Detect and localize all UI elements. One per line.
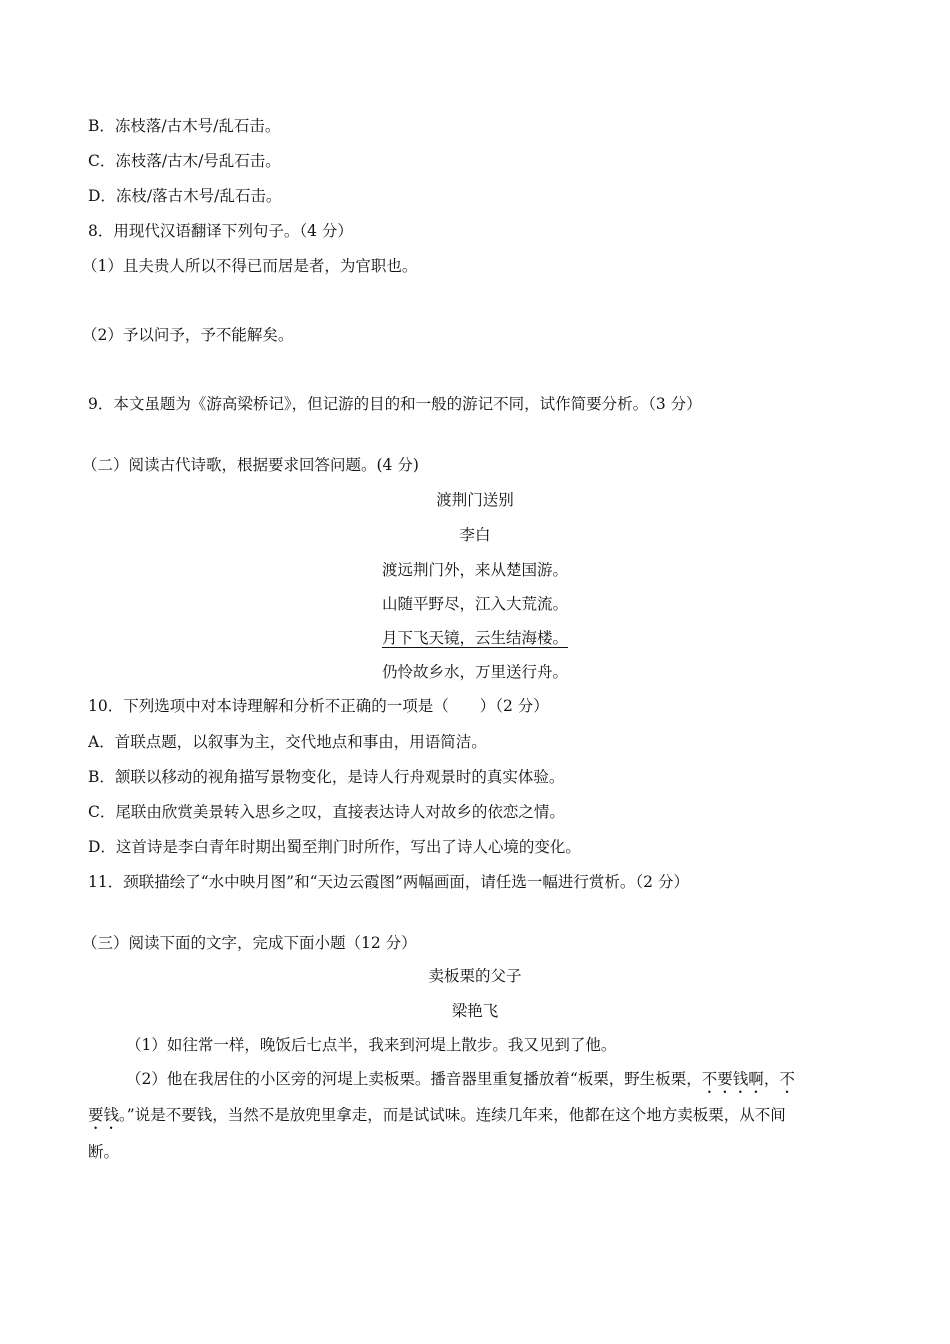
- passage-para-2-line-2: [88, 1105, 786, 1133]
- poem-line-3-underlined: 月下飞天镜，云生结海楼。: [381, 629, 568, 647]
- q10-option-a[interactable]: A．首联点题，以叙事为主，交代地点和事由，用语简洁。: [88, 733, 487, 751]
- q10-stem: 10．下列选项中对本诗理解和分析不正确的一项是（ ）（2 分）: [88, 697, 549, 715]
- poem-line-4: 仍怜故乡水，万里送行舟。: [381, 663, 568, 681]
- poem-author: 李白: [459, 526, 491, 544]
- q7-option-d[interactable]: D．冻枝/落古木号/乱石击。: [88, 187, 282, 205]
- q9-stem: 9．本文虽题为《游高梁桥记》，但记游的目的和一般的游记不同，试作简要分析。（3 分）: [88, 395, 702, 413]
- poem-line-1: 渡远荆门外，来从楚国游。: [381, 561, 568, 579]
- section3-heading: （三）阅读下面的文字，完成下面小题（12 分）: [82, 934, 417, 952]
- passage-para-1: （1）如往常一样，晚饭后七点半，我来到河堤上散步。我又见到了他。: [126, 1036, 617, 1054]
- passage-para-2-line-3: 断。: [88, 1143, 120, 1161]
- q8-stem: 8．用现代汉语翻译下列句子。（4 分）: [88, 222, 353, 240]
- para-2-separator: ，: [763, 1070, 780, 1088]
- dotted-phrase-2b: 要钱: [88, 1106, 120, 1124]
- dotted-phrase-2a: 不: [779, 1070, 795, 1088]
- emphasis-dotted-text: [702, 1070, 764, 1088]
- para-2-text: （2）他在我居住的小区旁的河堤上卖板栗。播音器里重复播放着“板栗，野生板栗，: [126, 1070, 702, 1088]
- q7-option-b[interactable]: B．冻枝落/古木号/乱石击。: [88, 117, 281, 135]
- q10-option-b[interactable]: B．颔联以移动的视角描写景物变化，是诗人行舟观景时的真实体验。: [88, 768, 565, 786]
- q10-option-c[interactable]: C．尾联由欣赏美景转入思乡之叹，直接表达诗人对故乡的依恋之情。: [88, 803, 565, 821]
- passage-title: 卖板栗的父子: [428, 967, 522, 985]
- passage-author: 梁艳飞: [451, 1002, 499, 1020]
- para-2-text-continued: 。”说是不要钱，当然不是放兜里拿走，而是试试味。连续几年来，他都在这个地方卖板栗，从不间: [119, 1106, 786, 1124]
- q7-option-c[interactable]: C．冻枝落/古木/号乱石击。: [88, 152, 281, 170]
- q11-stem: 11．颈联描绘了“水中映月图”和“天边云霞图”两幅画面，请任选一幅进行赏析。（2 分）: [88, 873, 689, 891]
- passage-para-2-line-1: [126, 1069, 795, 1097]
- q10-option-d[interactable]: D．这首诗是李白青年时期出蜀至荆门时所作，写出了诗人心境的变化。: [88, 838, 581, 856]
- dotted-phrase-1: 不要钱啊: [701, 1070, 764, 1088]
- poem-title: 渡荆门送别: [436, 491, 514, 509]
- poem-line-3: [0, 628, 950, 648]
- q8-item-2: （2）予以问予，予不能解矣。: [82, 326, 294, 344]
- q8-item-1: （1）且夫贵人所以不得已而居是者，为官职也。: [82, 257, 418, 275]
- poem-line-2: 山随平野尽，江入大荒流。: [381, 595, 568, 613]
- section2-heading: （二）阅读古代诗歌，根据要求回答问题。(4 分): [82, 456, 419, 474]
